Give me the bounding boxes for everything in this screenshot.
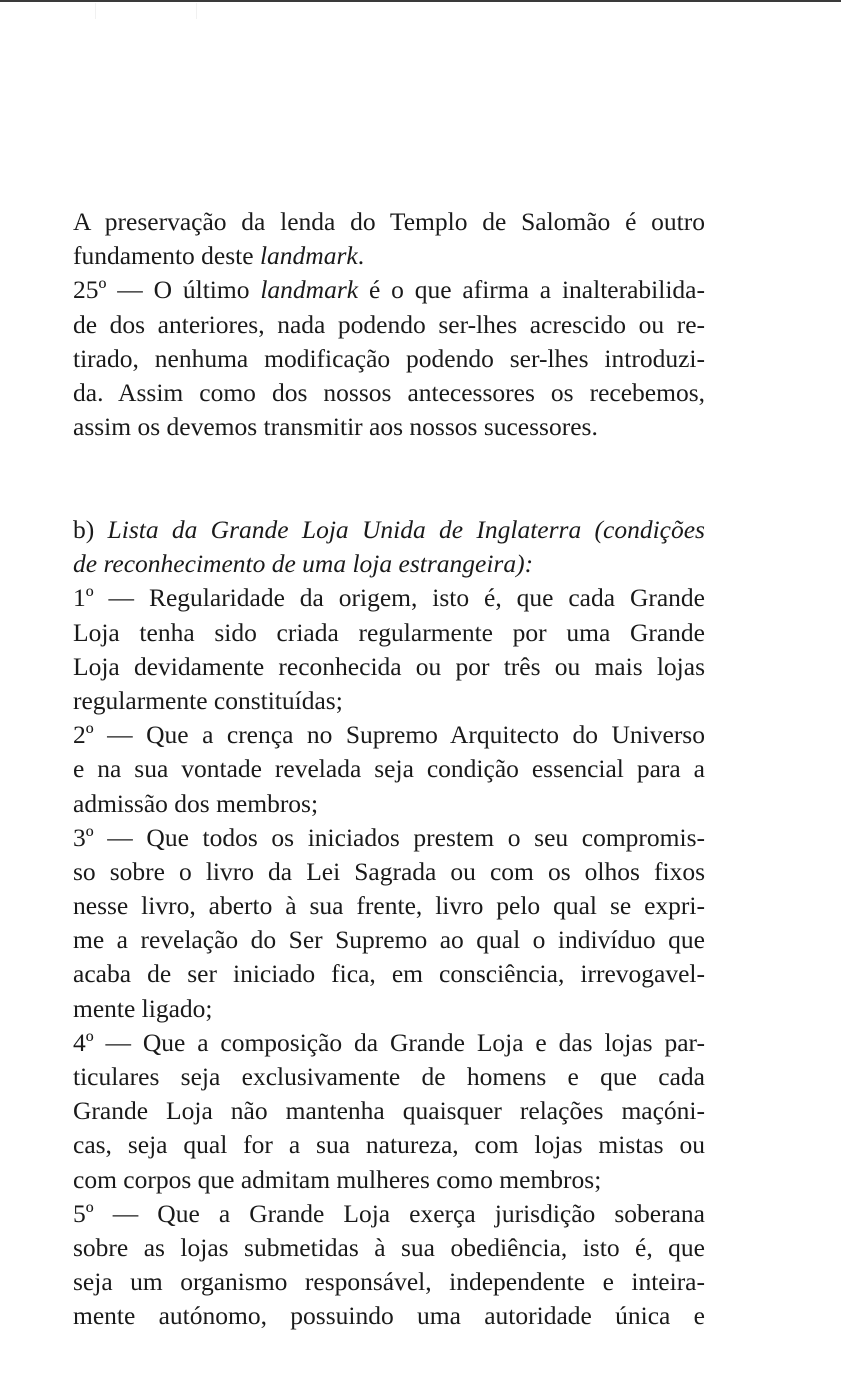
- text-run: .: [357, 241, 365, 271]
- text-run: 5º — Que a Grande Loja exerça jurisdição soberana: [73, 1198, 705, 1228]
- text-line: [73, 1299, 705, 1333]
- text-run: com corpos que admitam mulheres como membros;: [73, 1164, 602, 1194]
- text-line: [73, 650, 705, 684]
- text-line: [73, 752, 705, 786]
- text-line: [73, 1197, 705, 1231]
- text-run: é o que afirma a inalterabilida-: [358, 275, 705, 305]
- text-run: 1º — Regularidade da origem, isto é, que cada Grande: [73, 583, 705, 613]
- text-run: tirado, nenhuma modificação podendo ser-lhes introduzi-: [73, 343, 705, 373]
- text-run: regularmente constituídas;: [73, 685, 343, 715]
- text-line: [73, 1163, 705, 1197]
- text-line: [73, 205, 705, 239]
- text-run: fundamento deste: [73, 241, 260, 271]
- text-run: me a revelação do Ser Supremo ao qual o indivíduo que: [73, 925, 705, 955]
- text-line: [73, 273, 705, 307]
- section-heading-line: [73, 513, 705, 547]
- scan-mark: [95, 3, 197, 19]
- text-line: [73, 1128, 705, 1162]
- text-line: [73, 1094, 705, 1128]
- italic-text: landmark: [260, 275, 359, 305]
- text-line: [73, 342, 705, 376]
- text-run: ticulares seja exclusivamente de homens e que cada: [73, 1062, 705, 1091]
- text-line: [73, 957, 705, 991]
- text-run: acaba de ser iniciado fica, em consciência, irrevogavel-: [73, 959, 705, 989]
- text-run: da. Assim como dos nossos antecessores os recebemos,: [73, 377, 705, 407]
- text-line: [73, 992, 705, 1026]
- text-line: [73, 684, 705, 718]
- text-line: [73, 1231, 705, 1265]
- text-run: Loja tenha sido criada regularmente por uma Grande: [73, 617, 705, 647]
- section-heading-line: [73, 547, 705, 581]
- text-line: [73, 239, 705, 273]
- text-line: [73, 376, 705, 410]
- text-run: b): [73, 515, 108, 544]
- paragraph-landmark-25: [73, 205, 705, 444]
- text-line: [73, 581, 705, 615]
- text-run: so sobre o livro da Lei Sagrada ou com os olhos fixos: [73, 856, 705, 886]
- page-top-edge: [0, 0, 841, 2]
- text-line: [73, 855, 705, 889]
- italic-text: Lista da Grande Loja Unida de Inglaterra (condições: [107, 515, 705, 544]
- text-run: admissão dos membros;: [73, 788, 319, 818]
- text-run: sobre as lojas submetidas à sua obediência, isto é, que: [73, 1232, 705, 1262]
- text-line: [73, 410, 705, 444]
- text-line: [73, 718, 705, 752]
- text-run: 3º — Que todos os iniciados prestem o seu compromis-: [73, 822, 705, 852]
- text-line: [73, 1060, 705, 1094]
- section-b-list-united-grand-lodge: [73, 513, 705, 1334]
- italic-text: de reconhecimento de uma loja estrangeira):: [73, 549, 534, 579]
- text-run: 2º — Que a crença no Supremo Arquitecto do Universo: [73, 720, 705, 750]
- text-run: mente autónomo, possuindo uma autoridade única e: [73, 1301, 705, 1331]
- text-run: assim os devemos transmitir aos nossos sucessores.: [73, 412, 598, 442]
- text-line: [73, 1265, 705, 1299]
- text-run: A preservação da lenda do Templo de Salomão é outro: [73, 207, 705, 236]
- italic-text: landmark: [259, 241, 358, 271]
- text-run: 4º — Que a composição da Grande Loja e das lojas par-: [73, 1027, 705, 1057]
- text-line: [73, 1026, 705, 1060]
- text-line: [73, 616, 705, 650]
- text-line: [73, 821, 705, 855]
- text-run: de dos anteriores, nada podendo ser-lhes acrescido ou re-: [73, 309, 705, 339]
- text-line: [73, 787, 705, 821]
- text-run: e na sua vontade revelada seja condição essencial para a: [73, 754, 705, 784]
- text-run: seja um organismo responsável, independente e inteira-: [73, 1267, 705, 1297]
- text-run: 25º — O último: [73, 275, 261, 305]
- text-line: [73, 889, 705, 923]
- text-line: [73, 308, 705, 342]
- text-line: [73, 923, 705, 957]
- text-run: Grande Loja não mantenha quaisquer relações maçóni-: [73, 1096, 705, 1126]
- text-run: nesse livro, aberto à sua frente, livro pelo qual se expri-: [73, 891, 705, 921]
- text-run: mente ligado;: [73, 993, 213, 1023]
- text-run: cas, seja qual for a sua natureza, com lojas mistas ou: [73, 1130, 705, 1160]
- text-run: Loja devidamente reconhecida ou por três ou mais lojas: [73, 651, 705, 681]
